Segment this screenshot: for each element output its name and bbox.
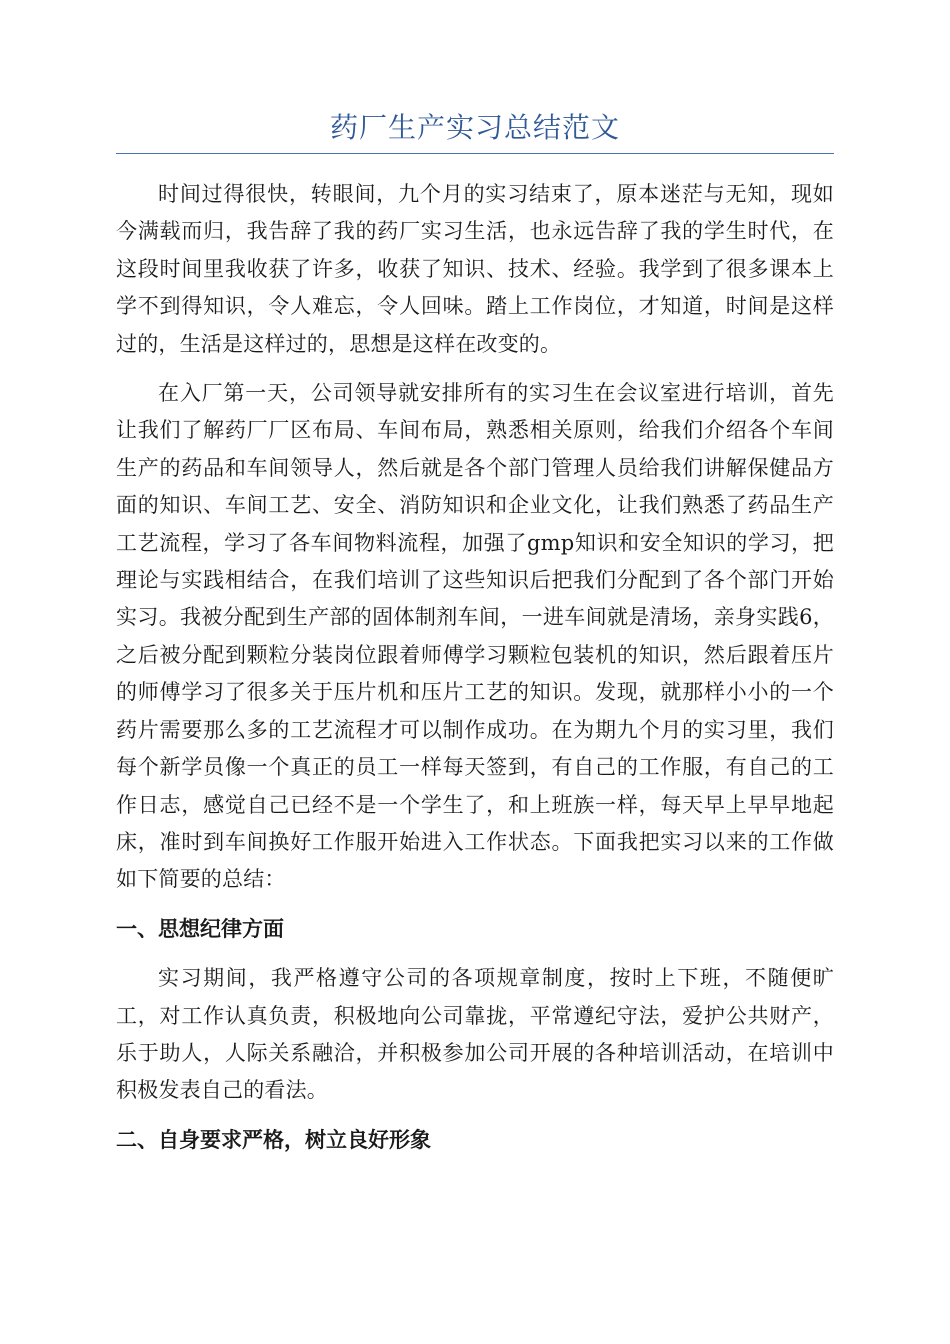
intro-paragraph: 时间过得很快，转眼间，九个月的实习结束了，原本迷茫与无知，现如今满载而归，我告辞了我的药厂实习生活，也永远告辞了我的学生时代，在这段时间里我收获了许多，收获了知识、技术、经验。我学到了很多课本上学不到得知识，令人难忘，令人回味。踏上工作岗位，才知道，时间是这样过的，生活是这样过的，思想是这样在改变的。 — [116, 182, 834, 356]
page-title: 药厂生产实习总结范文 — [329, 111, 620, 144]
document-body — [116, 176, 834, 1171]
discipline-paragraph: 实习期间，我严格遵守公司的各项规章制度，按时上下班，不随便旷工，对工作认真负责，积极地向公司靠拢，平常遵纪守法，爱护公共财产，乐于助人，人际关系融洽，并积极参加公司开展的各种培训活动，在培训中积极发表自己的看法。 — [116, 966, 834, 1103]
title-underline-divider — [116, 153, 834, 154]
section-heading-discipline: 一、思想纪律方面 — [116, 916, 284, 941]
section-heading-self-requirements: 二、自身要求严格，树立良好形象 — [116, 1127, 431, 1152]
training-paragraph: 在入厂第一天，公司领导就安排所有的实习生在会议室进行培训，首先让我们了解药厂厂区布局、车间布局，熟悉相关原则，给我们介绍各个车间生产的药品和车间领导人，然后就是各个部门管理人员给我们讲解保健品方面的知识、车间工艺、安全、消防知识和企业文化，让我们熟悉了药品生产工艺流程，学习了各车间物料流程，加强了gmp知识和安全知识的学习，把理论与实践相结合，在我们培训了这些知识后把我们分配到了各个部门开始实习。我被分配到生产部的固体制剂车间，一进车间就是清场，亲身实践6，之后被分配到颗粒分装岗位跟着师傅学习颗粒包装机的知识，然后跟着压片的师傅学习了很多关于压片机和压片工艺的知识。发现，就那样小小的一个药片需要那么多的工艺流程才可以制作成功。在为期九个月的实习里，我们每个新学员像一个真正的员工一样每天签到，有自己的工作服，有自己的工作日志，感觉自己已经不是一个学生了，和上班族一样，每天早上早早地起床，准时到车间换好工作服开始进入工作状态。下面我把实习以来的工作做如下简要的总结： — [116, 381, 834, 892]
